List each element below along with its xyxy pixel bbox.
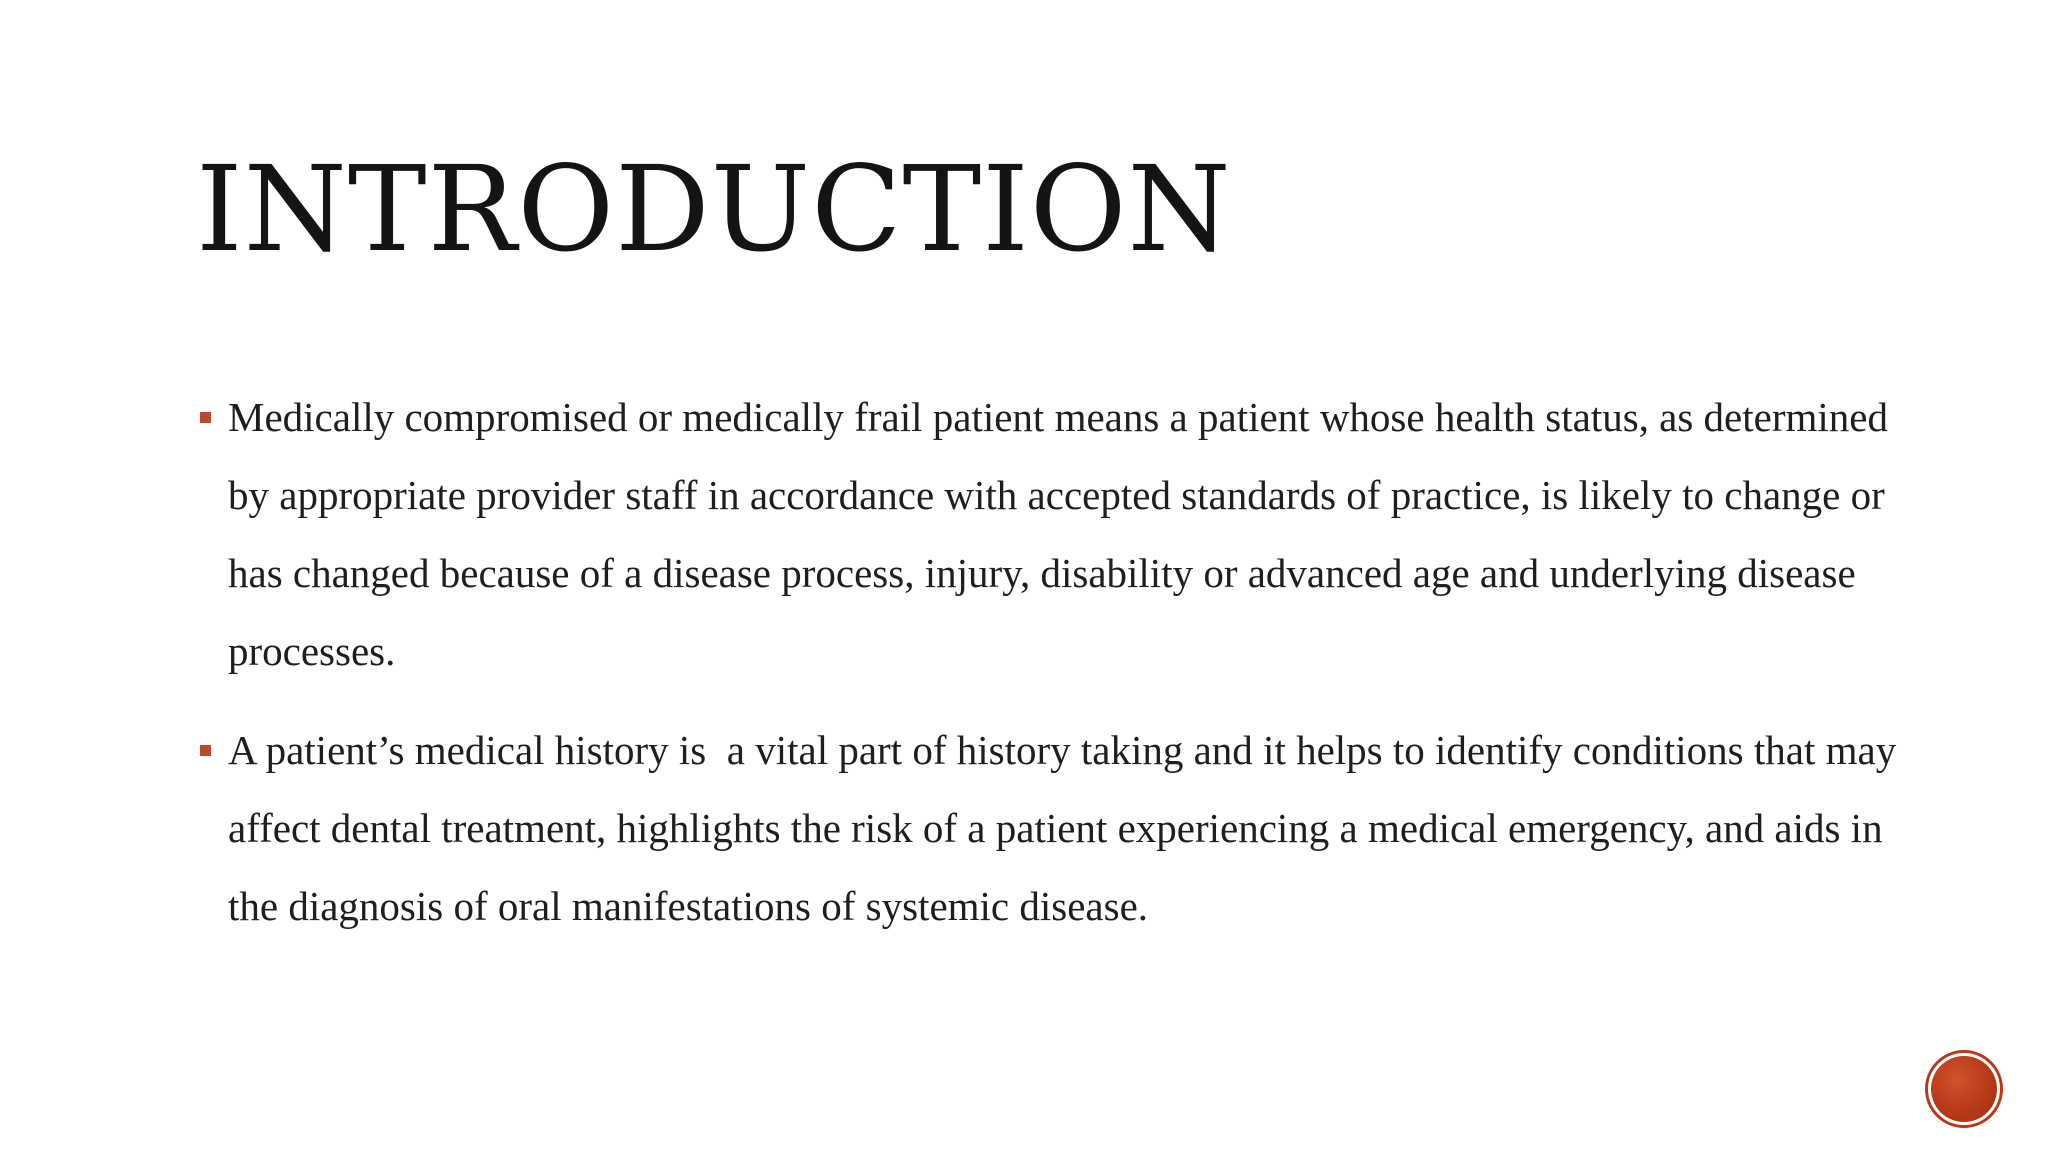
circle-nav-button-icon [1931,1056,1997,1122]
square-bullet-icon [200,412,211,423]
bullet-text: A patient’s medical history is a vital part of history taking and it helps to identify conditions that may affect dental treatment, highlights the risk of a patient experiencing a medical emergency, and aids in the diagnosis of oral manifestations of systemic disease. [228,727,1907,929]
square-bullet-icon [200,745,211,756]
bullet-item [196,378,1916,690]
bullet-item [196,711,1916,945]
bullet-text: Medically compromised or medically frail patient means a patient whose health status, as determined by appropriate provider staff in accordance with accepted standards of practice, is likely to change or has changed because of a disease process, injury, disability or advanced age and underlying disease processes. [228,394,1899,674]
slide-title: INTRODUCTION [196,140,1232,278]
bullet-list [196,378,1916,966]
slide-nav-button[interactable] [1925,1050,2003,1128]
